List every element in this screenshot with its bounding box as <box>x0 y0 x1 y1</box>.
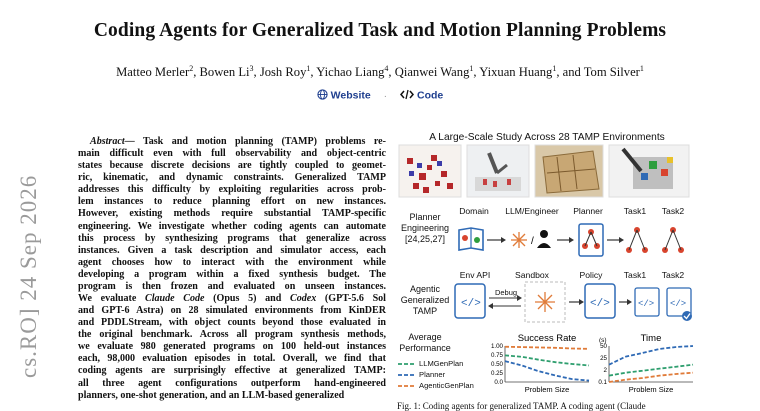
author-affiliation: 1 <box>552 64 557 73</box>
task2-tree-icon <box>662 227 684 253</box>
y-tick-label: 25 <box>600 355 607 362</box>
abstract-line: all three agent configurations outperform hand-engineered <box>78 377 386 389</box>
figure-1 <box>397 128 697 403</box>
task1-code-icon <box>635 288 659 316</box>
row2-step-sandbox: Sandbox <box>515 270 549 280</box>
abstract-line: states because discrete decisions are tightly coupled to geomet- <box>78 160 386 172</box>
legend-label: AgenticGenPlan <box>419 381 474 390</box>
author-name: Bowen Li <box>199 65 250 80</box>
row1-step-task1: Task1 <box>623 206 647 216</box>
person-icon <box>537 230 551 248</box>
arxiv-stamp: cs.RO] 24 Sep 2026 <box>16 174 41 378</box>
row3-label: Average Performance <box>399 332 451 353</box>
abstract-line: main difficult even with full observability and object-centric <box>78 148 386 160</box>
legend-label: LLMGenPlan <box>419 359 464 368</box>
svg-text:</>: </> <box>670 299 687 309</box>
svg-text:</>: </> <box>461 298 481 310</box>
author-affiliation: 1 <box>639 64 644 73</box>
chart-legend <box>397 358 477 391</box>
link-separator: · <box>383 89 388 102</box>
series-line <box>505 361 589 380</box>
abstract-line: and GPT-6 Astra) on 28 simulated environments from KinDER <box>78 305 386 317</box>
code-link[interactable]: Code <box>417 89 444 102</box>
x-axis-label: Problem Size <box>524 385 570 394</box>
svg-text:</>: </> <box>590 298 610 310</box>
author-and: and <box>562 65 584 80</box>
abstract-line: addresses this difficulty by exploiting regularities across prob- <box>78 184 386 196</box>
abstract-line: planners, one-shot generation, and an LLM-based generalized <box>78 389 345 401</box>
svg-text:</>: </> <box>638 299 655 309</box>
abstract-line: and PDDLStream, with object counts beyond those evaluated in <box>78 317 386 329</box>
time-chart <box>593 332 697 402</box>
chart-title: Time <box>640 333 662 344</box>
link-row <box>0 89 760 102</box>
task1-tree-icon <box>626 227 648 253</box>
row2-step-env-api: Env API <box>459 270 491 280</box>
author-name: Josh Roy <box>259 65 307 80</box>
legend-swatch <box>397 372 415 378</box>
y-tick-label: 2 <box>603 367 607 374</box>
paper-title: Coding Agents for Generalized Task and Motion Planning Problems <box>93 20 667 41</box>
author-name: Yixuan Huang <box>479 65 553 80</box>
author-name: Yichao Liang <box>316 65 385 80</box>
code-icon <box>400 90 417 102</box>
sandbox-icon <box>525 282 565 322</box>
legend-entry <box>397 369 477 380</box>
abstract-line: We evaluate Claude Code (Opus 5) and Codex (GPT-5.6 Sol <box>78 293 386 305</box>
environment-images <box>397 143 693 203</box>
row2-step-policy: Policy <box>579 270 603 280</box>
y-tick-label: 1.00 <box>490 343 503 350</box>
figure-caption: Fig. 1: Coding agents for generalized TAMP. A coding agent (Claude <box>397 401 646 411</box>
legend-entry <box>397 358 477 369</box>
abstract-line: coding agents are surprisingly effective at generalized TAMP: <box>78 365 386 377</box>
x-axis-label: Problem Size <box>628 385 674 394</box>
row2-step-task2: Task2 <box>661 270 685 280</box>
book-icon <box>459 228 483 250</box>
abstract-line: agent chooses how to interact with the environment while <box>78 256 386 268</box>
row1-step-task2: Task2 <box>661 206 685 216</box>
abstract-line: developing a program within a fixed synthesis budget. The <box>78 268 386 280</box>
y-tick-label: 0.50 <box>490 361 503 368</box>
legend-entry <box>397 380 477 391</box>
abstract-line: this process by synthesizing programs that generalize across <box>78 232 386 244</box>
website-link[interactable]: Website <box>330 89 371 102</box>
series-line <box>505 347 589 349</box>
abstract-line: each, 98,000 evaluation episodes in total. Overall, we find that <box>78 353 386 365</box>
success-rate-chart <box>479 332 597 402</box>
environment-thumbnails <box>397 143 693 199</box>
y-tick-label: 50 <box>600 343 607 350</box>
row2-step-task1: Task1 <box>623 270 647 280</box>
task2-code-icon <box>667 288 692 321</box>
series-line <box>609 365 693 376</box>
author-affiliation: 2 <box>189 64 194 73</box>
globe-icon <box>317 90 331 102</box>
row1-step-domain: Domain <box>459 206 489 216</box>
y-tick-label: 0.1 <box>598 379 607 386</box>
y-tick-label: 0.25 <box>490 370 503 377</box>
legend-swatch <box>397 383 415 389</box>
legend-swatch <box>397 361 415 367</box>
row2-icons <box>451 280 695 326</box>
abstract-label: Abstract <box>90 136 125 147</box>
svg-text:/: / <box>531 236 534 247</box>
env-api-icon <box>455 284 485 318</box>
abstract-line: the original benchmark. Across all program synthesis methods, <box>78 329 386 341</box>
abstract-line: However, existing methods require substantial TAMP-specific <box>78 208 386 220</box>
policy-code-icon <box>585 284 615 318</box>
author-affiliation: 1 <box>469 64 474 73</box>
author-name: Qianwei Wang <box>394 65 470 80</box>
abstract-line: engineering. We investigate whether coding agents can automate <box>78 220 386 232</box>
abstract-line: Abstract— Task and motion planning (TAMP) problems re- <box>90 136 386 147</box>
abstract-line: ric, kinematic, and dynamic constraints. Generalized TAMP <box>78 172 386 184</box>
row1-step-planner: Planner <box>573 206 603 216</box>
debug-label: Debug <box>494 288 518 297</box>
author-affiliation: 3 <box>249 64 254 73</box>
author-name: Matteo Merler <box>116 65 190 80</box>
abstract-line: instances. Given a task description and simulator access, each <box>78 244 386 256</box>
author-name: Tom Silver <box>583 65 640 80</box>
figure-title: A Large-Scale Study Across 28 TAMP Environments <box>429 132 665 143</box>
row1-icons <box>451 218 695 262</box>
y-tick-label: 0.0 <box>494 379 503 386</box>
abstract <box>78 136 386 402</box>
row2-label: Agentic Generalized TAMP <box>400 284 450 316</box>
sparkle-icon <box>511 232 527 248</box>
author-list: Matteo Merler$^2$, Bowen Li$^3$, Josh Roy$^1$, Yichao Liang$^4$, Qianwei Wang$^1$, Yixuan Huang$^1$, and Tom Silver$^1$ <box>116 64 644 80</box>
chart-unit: (s) <box>599 337 607 344</box>
row1-step-llm-engineer: LLM/Engineer <box>505 206 559 216</box>
abstract-line: we evaluate 980 generated programs on 100 held-out instances <box>78 341 386 353</box>
author-affiliation: 1 <box>306 64 311 73</box>
legend-label: Planner <box>419 370 446 379</box>
planner-tree-icon <box>579 224 603 256</box>
row1-label: Planner Engineering [24,25,27] <box>400 212 450 244</box>
author-affiliation: 4 <box>384 64 389 73</box>
series-line <box>609 346 693 365</box>
abstract-line: lem instances to reduce planning effort on new instances. <box>78 196 386 208</box>
chart-title: Success Rate <box>517 333 577 344</box>
abstract-line: program is then frozen and evaluated on unseen instances. <box>78 280 386 292</box>
y-tick-label: 0.75 <box>490 352 503 359</box>
